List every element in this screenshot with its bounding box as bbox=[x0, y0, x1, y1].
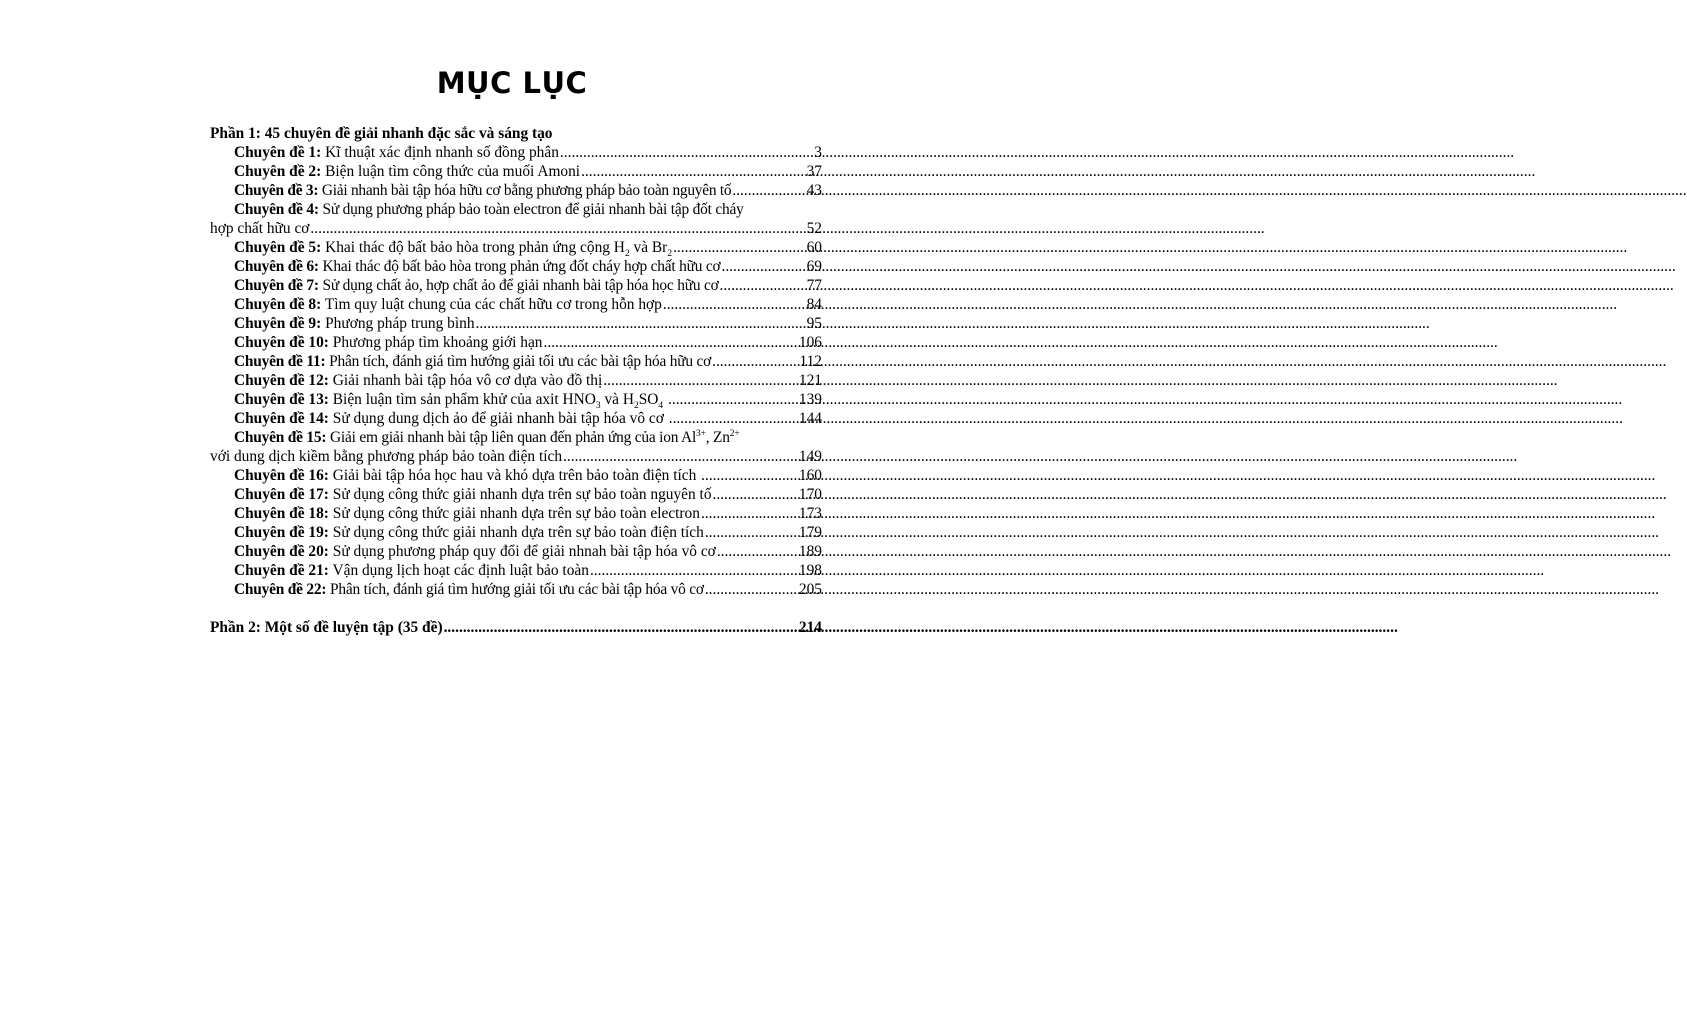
toc-entry-page: 160 bbox=[798, 467, 822, 484]
dot-leader bbox=[663, 295, 807, 314]
toc-entry-text: Phân tích, đánh giá tìm hướng giải tối ưu các bài tập hóa vô cơ bbox=[329, 581, 704, 598]
toc-entry-text: Kĩ thuật xác định nhanh số đồng phân bbox=[325, 144, 559, 161]
toc-entry-text-mid: , Zn bbox=[705, 429, 730, 446]
toc-entry-page: 69 bbox=[806, 258, 822, 275]
toc-entry-label: Chuyên đề 15: bbox=[234, 429, 327, 446]
dot-leader bbox=[720, 276, 807, 295]
toc-entry-20[interactable] bbox=[210, 542, 822, 561]
dot-leader bbox=[673, 238, 807, 257]
toc-entry-page: 121 bbox=[798, 372, 822, 389]
toc-entry-page: 84 bbox=[806, 296, 822, 313]
subscript: 2 bbox=[667, 249, 673, 260]
toc-entry-text: Sử dụng công thức giải nhanh dựa trên sự bảo toàn điện tích bbox=[332, 524, 704, 541]
dot-leader bbox=[713, 485, 799, 504]
toc-entry-12[interactable] bbox=[210, 371, 822, 390]
toc-entry-text: Giải nhanh bài tập hóa vô cơ dựa vào đồ thị bbox=[332, 372, 603, 389]
toc-entry-label: Chuyên đề 6: bbox=[234, 258, 319, 275]
dot-leader bbox=[669, 409, 799, 428]
toc-entry-label: Chuyên đề 16: bbox=[234, 467, 329, 484]
toc-entry-text-mid: và Br bbox=[629, 239, 668, 256]
superscript: 3+ bbox=[696, 428, 706, 439]
toc-entry-page: 205 bbox=[798, 581, 822, 598]
toc-entry-label: Chuyên đề 14: bbox=[234, 410, 329, 427]
toc-entry-text: Phương pháp trung bình bbox=[325, 315, 475, 332]
toc-entry-page: 60 bbox=[806, 239, 822, 256]
toc-entry-label: Chuyên đề 7: bbox=[234, 277, 319, 294]
toc-entry-label: Chuyên đề 10: bbox=[234, 334, 329, 351]
toc-entry-page: 198 bbox=[798, 562, 822, 579]
toc-entry-4[interactable] bbox=[210, 200, 822, 238]
toc-entry-19[interactable] bbox=[210, 523, 822, 542]
toc-entry-17[interactable] bbox=[210, 485, 822, 504]
toc-entry-text: Khai thác độ bất bảo hòa trong phản ứng cộng H bbox=[325, 239, 625, 256]
subscript: 3 bbox=[595, 401, 601, 412]
toc-entry-text: Vận dụng lịch hoạt các định luật bảo toàn bbox=[332, 562, 589, 579]
dot-leader bbox=[717, 542, 799, 561]
toc-entry-label: Chuyên đề 4: bbox=[234, 201, 319, 218]
toc-entry-page: 144 bbox=[798, 410, 822, 427]
dot-leader bbox=[701, 504, 799, 523]
toc-entry-text-mid: và H bbox=[600, 391, 634, 408]
toc-entry-9[interactable] bbox=[210, 314, 822, 333]
toc-entry-label: Chuyên đề 2: bbox=[234, 163, 322, 180]
toc-entry-page: 95 bbox=[806, 315, 822, 332]
toc-entry-page: 173 bbox=[798, 505, 822, 522]
toc-entry-text: Sử dụng công thức giải nhanh dựa trên sự bảo toàn electron bbox=[332, 505, 700, 522]
toc-entry-3[interactable] bbox=[210, 181, 822, 200]
toc-entry-label: Chuyên đề 22: bbox=[234, 581, 327, 598]
toc-entry-text: Sử dụng dung dịch ảo để giải nhanh bài tập hóa vô cơ bbox=[332, 410, 664, 427]
part2-entry[interactable] bbox=[210, 618, 822, 637]
toc-entry-6[interactable] bbox=[210, 257, 822, 276]
dot-leader bbox=[310, 219, 806, 238]
toc-entry-18[interactable] bbox=[210, 504, 822, 523]
toc-entry-2[interactable] bbox=[210, 162, 822, 181]
toc-entry-text: Giải em giải nhanh bài tập liên quan đến phản ứng của ion Al bbox=[329, 429, 697, 446]
toc-entry-text: Sử dụng công thức giải nhanh dựa trên sự bảo toàn nguyên tố bbox=[332, 486, 712, 503]
toc-entry-text: Sử dụng chất ảo, hợp chất ảo để giải nhanh bài tập hóa học hữu cơ bbox=[322, 277, 719, 294]
dot-leader bbox=[476, 314, 807, 333]
toc-entry-page: 3 bbox=[814, 144, 822, 161]
toc-entry-label: Chuyên đề 1: bbox=[234, 144, 322, 161]
dot-leader bbox=[701, 466, 799, 485]
dot-leader bbox=[603, 371, 799, 390]
toc-entry-text: Sử dụng phương pháp bảo toàn electron để giải nhanh bài tập đốt cháy bbox=[322, 201, 744, 218]
toc-entry-label: Chuyên đề 3: bbox=[234, 182, 319, 199]
toc-entry-page: 43 bbox=[806, 182, 822, 199]
dot-leader bbox=[705, 523, 799, 542]
toc-entry-label: Chuyên đề 11: bbox=[234, 353, 326, 370]
toc-entry-13[interactable] bbox=[210, 390, 822, 412]
dot-leader bbox=[563, 447, 799, 466]
subscript: 4 bbox=[658, 401, 664, 412]
toc-entry-page: 149 bbox=[798, 448, 822, 465]
toc-entry-page: 106 bbox=[798, 334, 822, 351]
toc-entry-16[interactable] bbox=[210, 466, 822, 485]
toc-entry-14[interactable] bbox=[210, 409, 822, 428]
toc-entry-8[interactable] bbox=[210, 295, 822, 314]
toc-entry-label: Chuyên đề 21: bbox=[234, 562, 329, 579]
toc-entry-page: 112 bbox=[799, 353, 822, 370]
dot-leader bbox=[712, 352, 799, 371]
toc-entry-page: 179 bbox=[798, 524, 822, 541]
dot-leader bbox=[721, 257, 806, 276]
toc-entry-label: Chuyên đề 17: bbox=[234, 486, 329, 503]
table-of-contents bbox=[210, 124, 822, 637]
toc-entry-label: Chuyên đề 18: bbox=[234, 505, 329, 522]
toc-entry-21[interactable] bbox=[210, 561, 822, 580]
toc-entry-text: Tìm quy luật chung của các chất hữu cơ trong hỗn hợp bbox=[324, 296, 662, 313]
toc-entry-label: Chuyên đề 20: bbox=[234, 543, 329, 560]
toc-entry-text: Phương pháp tìm khoảng giới hạn bbox=[332, 334, 543, 351]
toc-entry-text: Giải nhanh bài tập hóa hữu cơ bằng phương pháp bảo toàn nguyên tố bbox=[321, 182, 732, 199]
dot-leader bbox=[581, 162, 807, 181]
toc-entry-22[interactable] bbox=[210, 580, 822, 599]
toc-entry-15[interactable] bbox=[210, 428, 822, 466]
toc-entry-page: 139 bbox=[798, 391, 822, 408]
part1-title: Phần 1: 45 chuyên đề giải nhanh đặc sắc và sáng tạo bbox=[210, 125, 553, 142]
page-title: MỤC LỤC bbox=[436, 66, 588, 100]
toc-entry-10[interactable] bbox=[210, 333, 822, 352]
toc-entry-text: Phân tích, đánh giá tìm hướng giải tối ưu các bài tập hóa hữu cơ bbox=[329, 353, 712, 370]
part2-title: Phần 2: Một số đề luyện tập (35 đề) bbox=[210, 619, 443, 636]
dot-leader bbox=[590, 561, 799, 580]
toc-entry-text: Sử dụng phương pháp quy đổi để giải nhnah bài tập hóa vô cơ bbox=[332, 543, 716, 560]
toc-entry-text: Khai thác độ bất bảo hòa trong phản ứng đốt cháy hợp chất hữu cơ bbox=[322, 258, 721, 275]
toc-entry-label: Chuyên đề 12: bbox=[234, 372, 329, 389]
toc-entry-page: 52 bbox=[806, 220, 822, 237]
toc-entry-11[interactable] bbox=[210, 352, 822, 371]
toc-entry-text-tail: SO bbox=[638, 391, 659, 408]
toc-entry-label: Chuyên đề 5: bbox=[234, 239, 322, 256]
part2-page: 214 bbox=[798, 619, 822, 636]
toc-entry-label: Chuyên đề 13: bbox=[234, 391, 329, 408]
toc-entry-page: 37 bbox=[806, 163, 822, 180]
dot-leader bbox=[732, 181, 806, 200]
toc-entry-label: Chuyên đề 19: bbox=[234, 524, 329, 541]
dot-leader bbox=[668, 390, 799, 409]
dot-leader bbox=[560, 143, 814, 162]
toc-entry-text: Giải bài tập hóa học hau và khó dựa trên bảo toàn điện tích bbox=[332, 467, 697, 484]
toc-entry-text-cont: hợp chất hữu cơ bbox=[210, 220, 310, 237]
toc-entry-7[interactable] bbox=[210, 276, 822, 295]
superscript: 2+ bbox=[729, 428, 740, 439]
dot-leader bbox=[544, 333, 799, 352]
toc-entry-text: Biện luận tìm sản phẩm khử của axit HNO bbox=[332, 391, 596, 408]
subscript: 2 bbox=[633, 401, 639, 412]
toc-entry-5[interactable] bbox=[210, 238, 822, 260]
dot-leader bbox=[705, 580, 799, 599]
toc-entry-1[interactable] bbox=[210, 143, 822, 162]
toc-entry-label: Chuyên đề 8: bbox=[234, 296, 322, 313]
toc-entry-page: 189 bbox=[798, 543, 822, 560]
toc-entry-text: Biện luận tìm công thức của muối Amoni bbox=[325, 163, 581, 180]
toc-entry-page: 77 bbox=[806, 277, 822, 294]
toc-entry-label: Chuyên đề 9: bbox=[234, 315, 322, 332]
dot-leader bbox=[444, 618, 799, 637]
toc-entry-page: 170 bbox=[798, 486, 822, 503]
subscript: 2 bbox=[624, 249, 630, 260]
toc-entry-text-cont: với dung dịch kiềm bằng phương pháp bảo toàn điện tích bbox=[210, 448, 563, 465]
